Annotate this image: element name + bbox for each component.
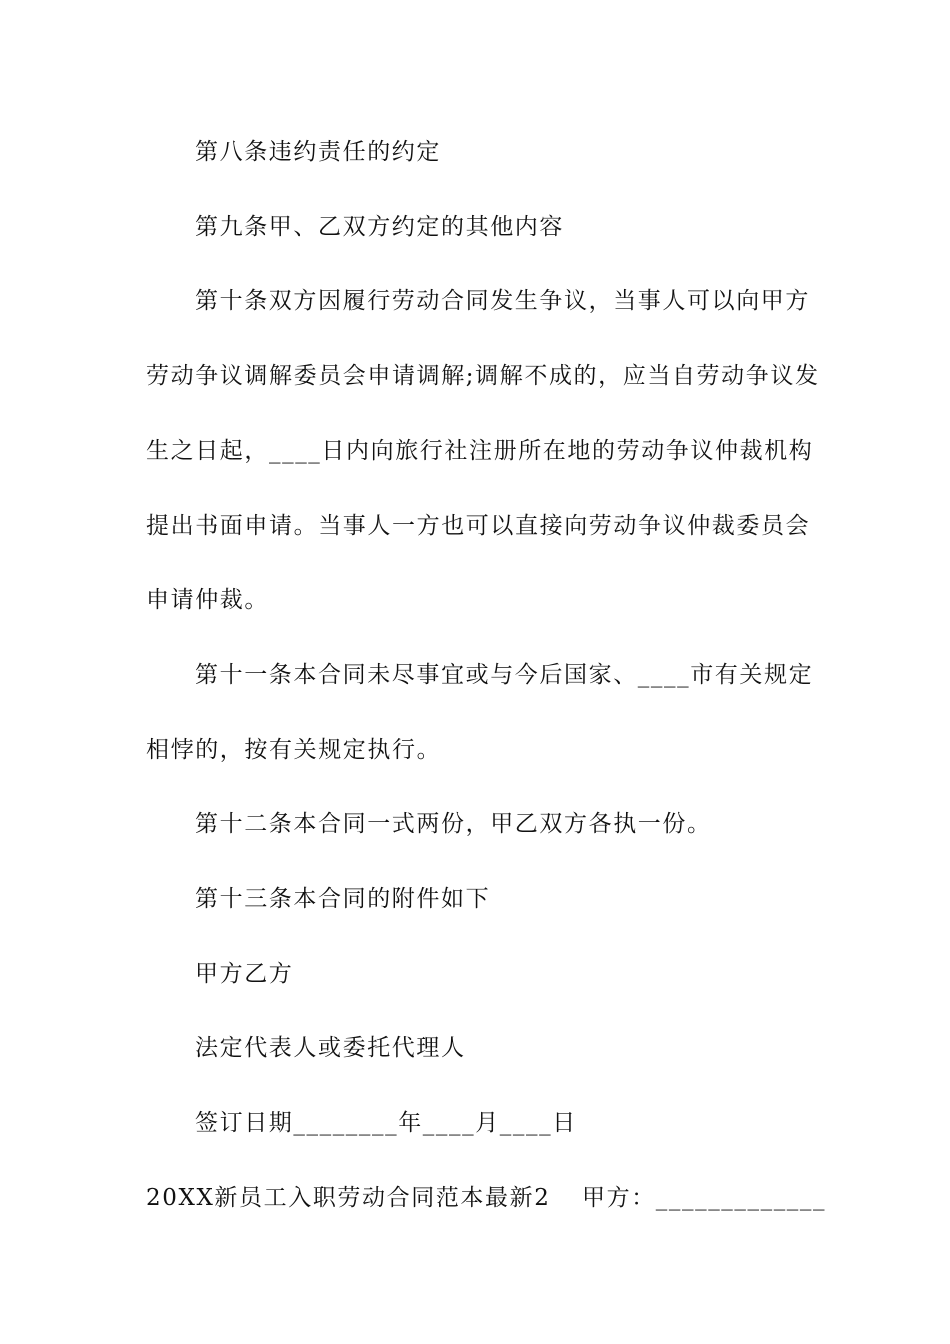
article-12-text: 第十二条本合同一式两份，甲乙双方各执一份。	[195, 811, 712, 837]
article-13-text: 第十三条本合同的附件如下	[195, 886, 491, 912]
parties-label: 甲方乙方	[195, 961, 294, 987]
article-10-line-2: 劳动争议调解委员会申请调解;调解不成的，应当自劳动争议发	[146, 363, 820, 389]
article-8-heading: 第八条违约责任的约定	[195, 139, 441, 165]
article-10-line-3: 生之日起，____日内向旅行社注册所在地的劳动争议仲裁机构	[146, 438, 814, 464]
representative-label: 法定代表人或委托代理人	[195, 1035, 466, 1061]
article-10-line-4: 提出书面申请。当事人一方也可以直接向劳动争议仲裁委员会	[146, 513, 811, 539]
article-11-line-2: 相悖的，按有关规定执行。	[146, 737, 442, 763]
article-9-heading: 第九条甲、乙双方约定的其他内容	[195, 214, 564, 240]
article-11-line-1: 第十一条本合同未尽事宜或与今后国家、____市有关规定	[195, 662, 814, 688]
signing-date-line: 签订日期________年____月____日	[195, 1110, 577, 1136]
next-document-title: 20XX新员工入职劳动合同范本最新2	[146, 1185, 551, 1211]
party-a-field: 甲方：_____________	[582, 1185, 827, 1211]
article-10-line-5: 申请仲裁。	[146, 587, 269, 613]
article-10-line-1: 第十条双方因履行劳动合同发生争议，当事人可以向甲方	[195, 288, 810, 314]
